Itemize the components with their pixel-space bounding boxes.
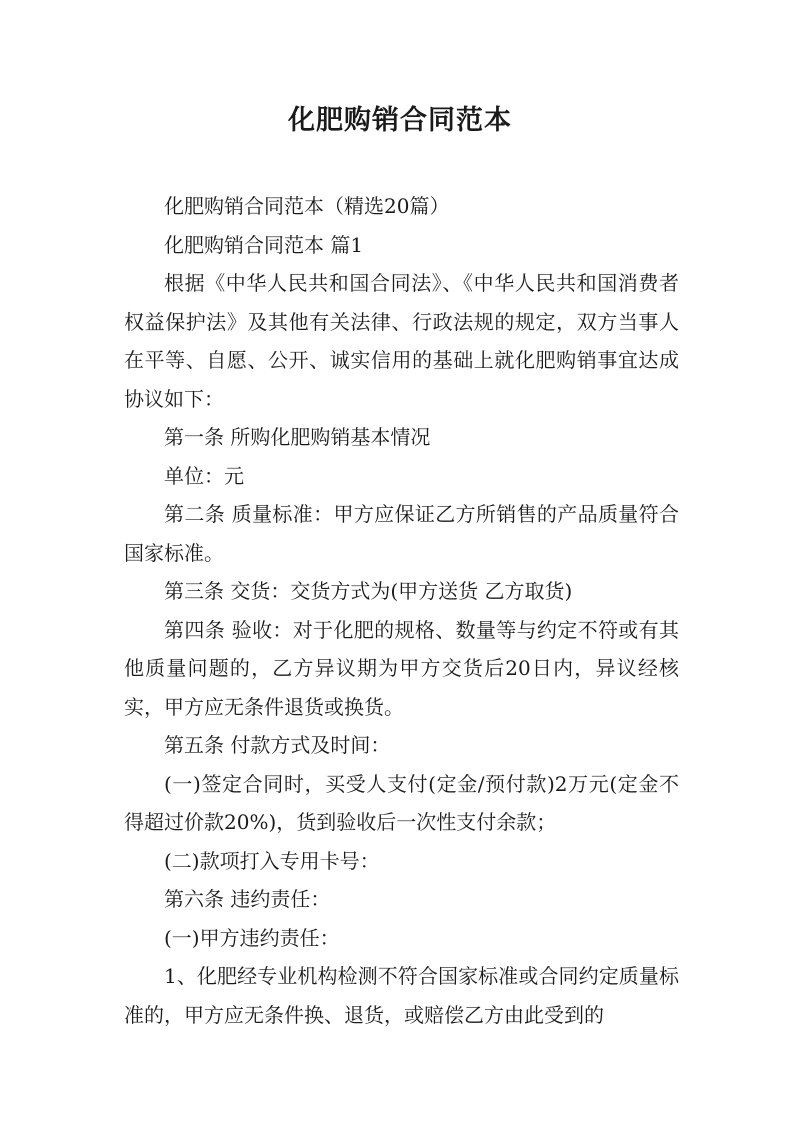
paragraph-article-3: 第三条 交货：交货方式为(甲方送货 乙方取货) <box>164 579 573 603</box>
paragraph-article-6-item-1: (一)甲方违约责任： <box>164 925 340 950</box>
document-title: 化肥购销合同范本 <box>288 105 512 136</box>
paragraph-subtitle: 化肥购销合同范本（精选20篇） <box>164 194 450 218</box>
paragraph-article-6-clause-1: 1、化肥经专业机构检测不符合国家标准或合同约定质量标准的，甲方应无条件换、退货，或赔偿乙方由此受到的 <box>124 964 679 1027</box>
paragraph-section-heading: 化肥购销合同范本 篇1 <box>164 232 364 257</box>
paragraph-article-5-item-1: (一)签定合同时，买受人支付(定金/预付款)2万元(定金不得超过价款20%)，货到验收后一次性支付余款； <box>124 771 679 834</box>
paragraph-preamble: 根据《中华人民共和国合同法》、《中华人民共和国消费者权益保护法》及其他有关法律、行政法规的规定，双方当事人在平等、自愿、公开、诚实信用的基础上就化肥购销事宜达成协议如下： <box>124 271 679 411</box>
paragraph-article-5: 第五条 付款方式及时间： <box>164 733 391 757</box>
paragraph-article-6: 第六条 违约责任： <box>164 887 331 911</box>
paragraph-unit: 单位：元 <box>164 463 244 488</box>
paragraph-article-4: 第四条 验收：对于化肥的规格、数量等与约定不符或有其他质量问题的，乙方异议期为甲方交货后20日内，异议经核实，甲方应无条件退货或换货。 <box>124 617 679 719</box>
document-body <box>124 187 679 1034</box>
paragraph-article-1: 第一条 所购化肥购销基本情况 <box>164 425 431 449</box>
paragraph-article-5-item-2: (二)款项打入专用卡号： <box>164 848 380 873</box>
paragraph-article-2: 第二条 质量标准：甲方应保证乙方所销售的产品质量符合国家标准。 <box>124 502 679 565</box>
